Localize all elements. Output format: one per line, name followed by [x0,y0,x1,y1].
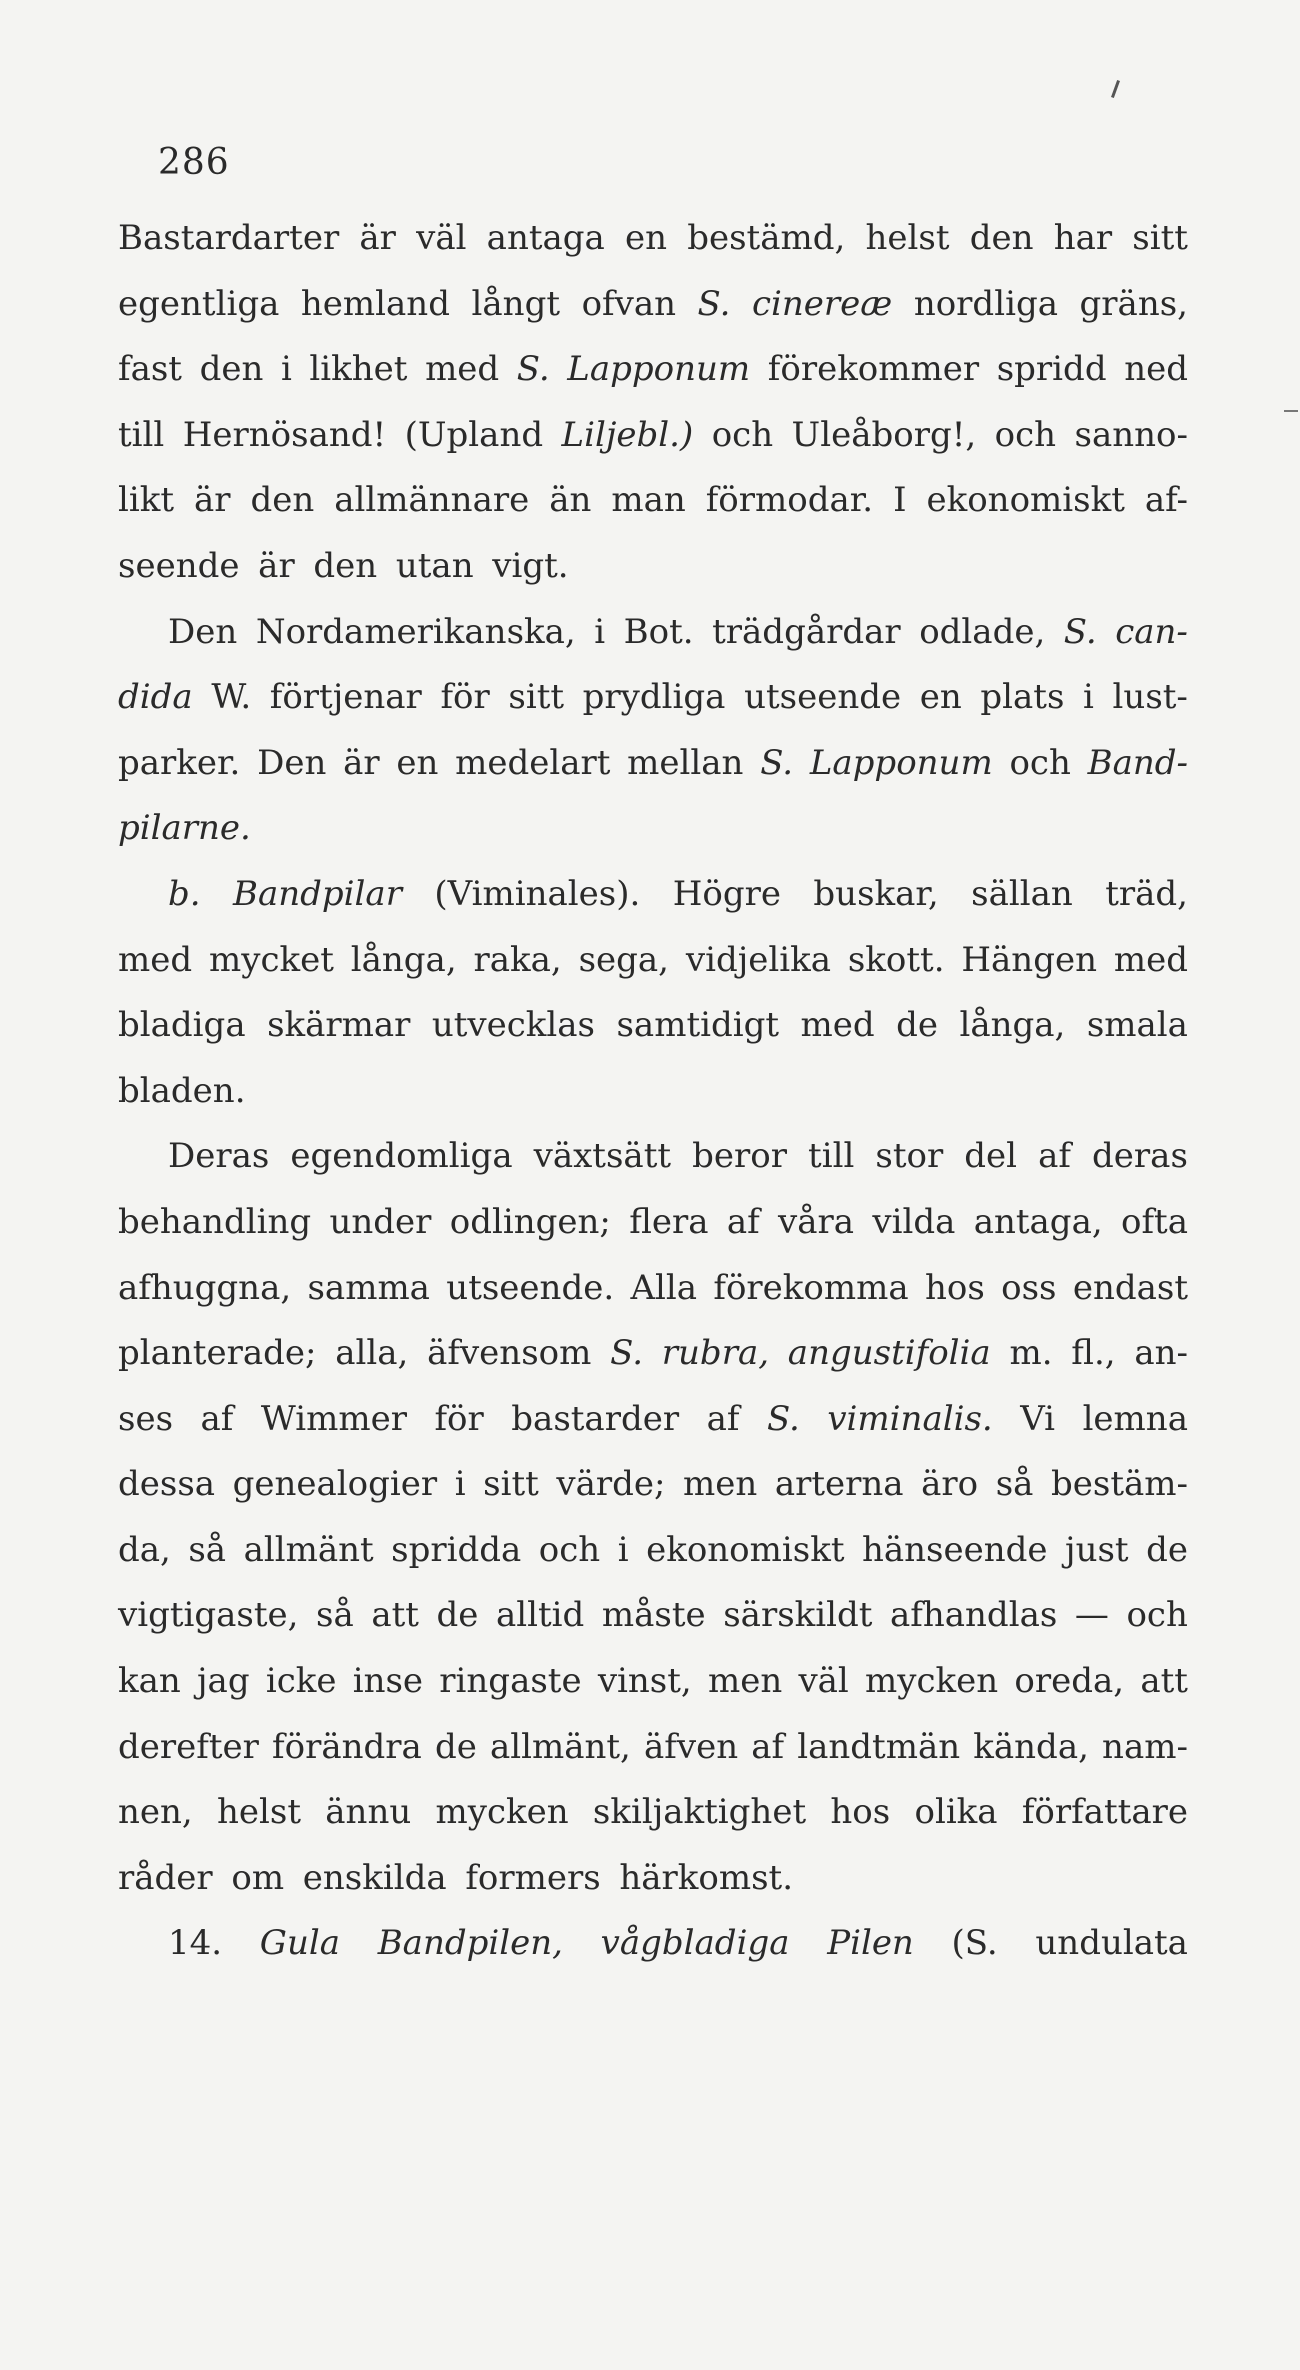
word: icke [265,1661,337,1702]
word: egentliga [118,283,280,324]
text-line [118,600,1188,666]
word: stor [875,1136,944,1177]
word: undulata [1035,1923,1188,1964]
word: smala [1086,1005,1188,1046]
word: för [434,1398,484,1439]
word: af- [1144,480,1188,521]
word: den [969,218,1034,258]
word: och [711,414,774,455]
word: raka, [473,939,562,980]
word: plats [980,677,1065,718]
word: nordliga [913,283,1058,324]
word: af [751,1726,785,1767]
word: långt [471,283,561,324]
text-line [118,862,1188,928]
word: författare [1021,1792,1188,1833]
word: b. [168,873,201,914]
word: ännu [325,1792,412,1833]
word: med [118,939,193,980]
word: för [440,677,490,718]
text-line [118,206,1188,272]
word: olika [914,1792,998,1833]
word: Pilen [827,1923,914,1964]
word: can- [1115,611,1188,652]
word: hos [924,1267,985,1308]
text-line [118,468,1188,534]
word: dessa [118,1464,216,1505]
body-text [118,206,1188,1977]
word: afhuggna, [118,1267,292,1308]
word: sitt [1132,218,1188,258]
word: sällan [971,873,1073,914]
word: bladen. [118,1070,246,1111]
word: af [726,1201,760,1242]
word: del [964,1136,1018,1177]
word: de [436,1595,479,1636]
word: Deras [168,1136,270,1177]
word: utseende [744,677,902,718]
word: S. [760,742,794,783]
text-line [118,1846,1188,1912]
word: parker. [118,742,241,783]
word: hänseende [861,1529,1048,1570]
word: cinereæ [751,283,893,324]
word: af [200,1398,234,1439]
word: ned [1124,349,1188,390]
word: Band- [1087,742,1188,783]
word: I [893,480,907,521]
word: kan [118,1661,181,1702]
text-line [118,403,1188,469]
word: mycken [865,1661,999,1702]
text-line [118,1387,1188,1453]
word: Bastardarter [118,218,340,258]
word: viminalis. [827,1398,993,1439]
text-line [118,1583,1188,1649]
word: och [994,414,1057,455]
word: m. [1009,1333,1053,1374]
text-line [118,1190,1188,1256]
word: Bandpilar [233,873,402,914]
margin-mark [1284,410,1298,412]
word: odlade, [919,611,1046,652]
word: en [625,218,668,258]
word: växtsätt [533,1136,672,1177]
word: Hernösand! [182,414,387,455]
word: en [919,677,962,718]
word: derefter [118,1726,259,1767]
word: allmännare [334,480,530,521]
word: af [1038,1136,1071,1177]
text-line [118,928,1188,994]
word: skott. [847,939,945,980]
word: Lapponum [809,742,993,783]
word: den [313,545,378,586]
word: att [371,1595,419,1636]
word: förändra [272,1726,422,1767]
word: gräns, [1079,283,1188,324]
text-line [118,1124,1188,1190]
word: afhandlas [890,1595,1058,1636]
word: och [1009,742,1071,783]
word: sitt [508,677,565,718]
word: vigtigaste, [118,1595,299,1636]
word: väl [416,218,467,258]
text-line [118,1518,1188,1584]
word: sitt [483,1464,539,1505]
word: mellan [627,742,744,783]
word: spridd [996,349,1107,390]
word: under [329,1201,432,1242]
word: an- [1134,1333,1188,1374]
word: i [1083,677,1094,718]
word: till [808,1136,855,1177]
word: råder [118,1857,213,1898]
page-number: 286 [158,142,230,183]
word: och [538,1529,601,1570]
word: vågbladiga [600,1923,790,1964]
word: med [425,349,500,390]
word: oss [1001,1267,1057,1308]
word: våra [778,1201,855,1242]
word: och [1126,1595,1188,1636]
word: antaga [486,218,605,258]
word: Bot. [623,611,694,652]
text-line [118,1059,1188,1125]
word: sanno- [1074,414,1188,455]
word: prydliga [582,677,726,718]
word: egendomliga [290,1136,513,1177]
word: i [280,349,292,390]
word: äfvensom [427,1333,592,1374]
word: bestäm- [1050,1464,1188,1505]
word: men [707,1661,783,1702]
word: samtidigt [616,1005,780,1046]
word: inse [352,1661,424,1702]
word: da, [118,1529,171,1570]
word: med [800,1005,875,1046]
word: med [1113,939,1188,980]
word: vilda [872,1201,956,1242]
word: äro [921,1464,979,1505]
word: förekomma [713,1267,909,1308]
word: allmänt [243,1529,374,1570]
word: formers [465,1857,601,1898]
word: beror [692,1136,787,1177]
word: Den [257,742,327,783]
word: nen, [118,1792,193,1833]
text-line [118,796,1188,862]
word: likhet [309,349,408,390]
word: af [706,1398,740,1439]
word: Bandpilen, [377,1923,563,1964]
word: väl [798,1661,849,1702]
word: bestämd, [687,218,846,258]
word: S. [766,1398,800,1439]
word: antaga, [973,1201,1103,1242]
word: (Upland [404,414,544,455]
word: utan [395,545,474,586]
word: Gula [259,1923,340,1964]
word: helst [865,218,950,258]
word: just [1065,1529,1129,1570]
word: — [1074,1595,1109,1636]
word: än [549,480,592,521]
word: Alla [630,1267,698,1308]
word: är [343,742,380,783]
word: lemna [1082,1398,1188,1439]
word: är [258,545,295,586]
word: är [359,218,396,258]
word: värde; [556,1464,666,1505]
word: angustifolia [787,1333,991,1374]
word: långa, [959,1005,1066,1046]
word: men [683,1464,758,1505]
word: förtjenar [269,677,422,718]
text-line [118,731,1188,797]
word: fl., [1071,1333,1116,1374]
word: är [193,480,231,521]
word: dida [118,677,193,718]
word: nam- [1102,1726,1188,1767]
word: utseende. [446,1267,615,1308]
word: skiljaktighet [592,1792,807,1833]
word: medelart [455,742,611,783]
text-line [118,665,1188,731]
word: ekonomiskt [646,1529,845,1570]
word: härkomst. [619,1857,794,1898]
word: genealogier [232,1464,438,1505]
word: Liljebl.) [561,414,694,455]
word: rubra, [661,1333,770,1374]
word: W. [211,677,252,718]
word: de [896,1005,939,1046]
word: i [617,1529,629,1570]
word: seende [118,545,240,586]
word: så [995,1464,1034,1505]
word: särskildt [723,1595,873,1636]
word: planterade; [118,1333,317,1374]
word: alltid [496,1595,585,1636]
word: till [118,414,165,455]
word: (S. [951,1923,998,1964]
text-line [118,1911,1188,1977]
word: S. [610,1333,644,1374]
word: behandling [118,1201,312,1242]
word: samma [307,1267,430,1308]
text-line [118,337,1188,403]
word: förmodar. [705,480,874,521]
word: Vi [1020,1398,1056,1439]
word: landtmän [797,1726,961,1767]
text-line [118,1715,1188,1781]
word: allmänt, [489,1726,631,1767]
word: om [231,1857,285,1898]
word: vidjelika [685,939,831,980]
word: den [199,349,264,390]
word: ofvan [581,283,676,324]
word: bladiga [118,1005,246,1046]
word: lust- [1112,677,1188,718]
word: pilarne. [118,808,251,849]
word: hos [830,1792,891,1833]
word: vigt. [492,545,569,586]
word: mycken [435,1792,569,1833]
text-line [118,1452,1188,1518]
text-line [118,1256,1188,1322]
word: Hängen [961,939,1097,980]
word: helst [217,1792,302,1833]
word: hemland [300,283,450,324]
word: vinst, [597,1661,692,1702]
word: Nordamerikanska, [255,611,576,652]
word: så [316,1595,354,1636]
word: flera [629,1201,709,1242]
word: S. [516,349,550,390]
word: sega, [578,939,669,980]
word: skärmar [267,1005,411,1046]
word: Uleåborg!, [791,414,977,455]
word: de [1146,1529,1188,1570]
pencil-mark [1111,80,1120,98]
word: äfven [644,1726,739,1767]
word: i [594,611,606,652]
word: i [454,1464,466,1505]
word: ringaste [439,1661,582,1702]
word: odlingen; [449,1201,611,1242]
word: ekonomiskt [926,480,1125,521]
word: mycket [209,939,334,980]
word: man [611,480,686,521]
word: spridda [391,1529,522,1570]
word: har [1053,218,1113,258]
text-line [118,1321,1188,1387]
word: S. [1063,611,1097,652]
text-line [118,993,1188,1059]
word: arterna [774,1464,904,1505]
word: jag [197,1661,250,1702]
word: oreda, [1014,1661,1125,1702]
word: träd, [1105,873,1188,914]
word: deras [1092,1136,1188,1177]
word: ses [118,1398,174,1439]
word: 14. [168,1923,223,1964]
text-line [118,1780,1188,1846]
word: fast [118,349,182,390]
word: Den [168,611,238,652]
word: de [434,1726,477,1767]
text-line [118,534,1188,600]
word: så [188,1529,227,1570]
word: likt [118,480,175,521]
text-line [118,272,1188,338]
word: förekommer [767,349,980,390]
word: trädgårdar [712,611,901,652]
word: Högre [672,873,781,914]
word: Wimmer [260,1398,407,1439]
word: bastarder [511,1398,680,1439]
text-line [118,1649,1188,1715]
word: måste [601,1595,706,1636]
word: utvecklas [431,1005,596,1046]
word: kända, [973,1726,1089,1767]
word: enskilda [302,1857,447,1898]
word: endast [1072,1267,1188,1308]
word: den [250,480,315,521]
word: ofta [1120,1201,1188,1242]
word: att [1140,1661,1188,1702]
word: alla, [335,1333,409,1374]
word: långa, [350,939,457,980]
word: buskar, [813,873,939,914]
word: (Viminales). [434,873,641,914]
word: en [396,742,439,783]
word: Lapponum [567,349,751,390]
word: S. [697,283,731,324]
